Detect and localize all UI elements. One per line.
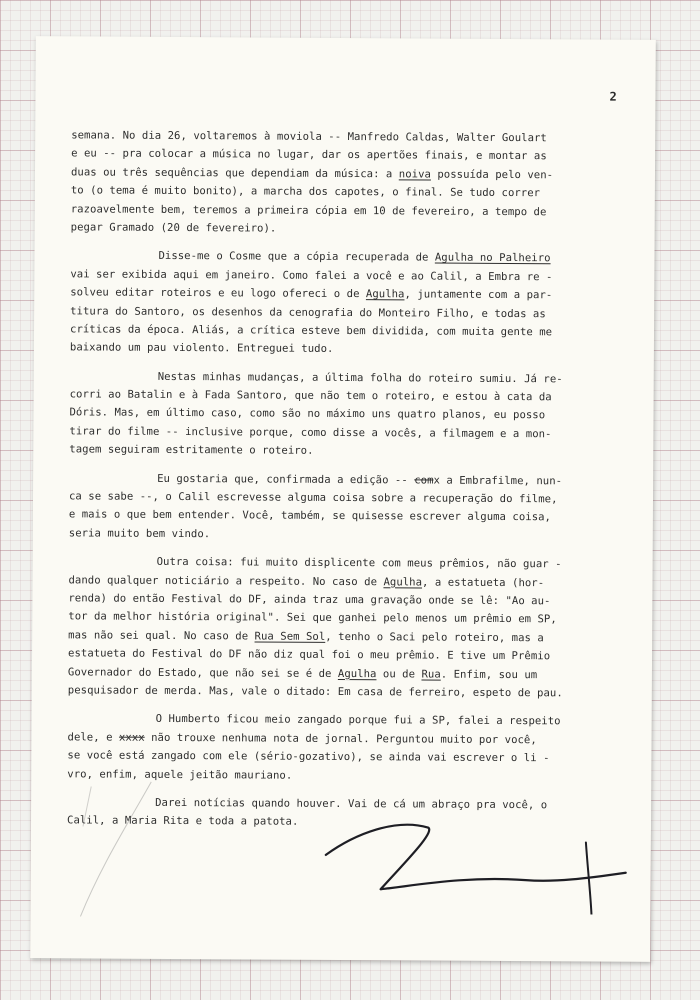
underlined-title: Rua	[421, 668, 441, 681]
text-segment: Disse-me o Cosme que a cópia recuperada de	[158, 250, 435, 264]
text-segment: não trouxe nenhuma nota de jornal. Perguntou muito por você,	[144, 731, 537, 746]
text-line: baixando um pau violento. Entreguei tudo.	[69, 341, 334, 356]
text-line: Darei notícias quando houver. Vai de cá um abraço pra você, o	[155, 796, 548, 812]
text-segment: , tenho o Saci pelo roteiro, mas a	[325, 630, 544, 644]
text-segment: , a estatueta (hor-	[422, 576, 545, 589]
text-line: Dóris. Mas, em último caso, como são no máximo uns quatro planos, eu posso	[69, 406, 546, 422]
text-line: se você está zangado com ele (sério-gozativo), se ainda vai escrever o li -	[67, 749, 550, 765]
text-line: e eu -- pra colocar a música no lugar, dar os apertões finais, e montar as	[71, 147, 547, 163]
text-segment: , juntamente com a par-	[404, 288, 553, 302]
underlined-title: Agulha no Palheiro	[434, 251, 551, 265]
pencil-stray-mark	[30, 36, 656, 962]
text-segment: dando qualquer noticiário a respeito. No caso de	[68, 573, 384, 588]
underlined-title: Agulha	[383, 575, 423, 589]
struck-out-text: com	[414, 474, 434, 487]
text-line: ca se sabe --, o Calil escrevesse alguma coisa sobre a recuperação do filme,	[68, 490, 558, 506]
text-line: vai ser exibida aqui em janeiro. Como falei a você e ao Calil, a Embra re -	[70, 268, 553, 284]
text-line: renda) do então Festival do DF, ainda traz uma gravação onde se lê: "Ao au-	[68, 592, 551, 608]
text-segment: solveu editar roteiros e eu logo ofereci o de	[70, 286, 366, 301]
text-line: pegar Gramado (20 de fevereiro).	[70, 221, 277, 235]
underlined-title: Agulha	[337, 667, 377, 680]
text-segment: duas ou três sequências que dependiam da música: a	[70, 166, 399, 181]
struck-out-text: xxxx	[118, 731, 145, 744]
text-line: corri ao Batalin e à Fada Santoro, que não tem o roteiro, e estou à cata da	[69, 388, 552, 404]
text-line: pesquisador de merda. Mas, vale o ditado: Em casa de ferreiro, espeto de pau.	[67, 684, 563, 700]
text-segment: possuída pelo ven-	[430, 168, 554, 182]
text-line: titura do Santoro, os desenhos da cenografia do Monteiro Filho, e todas as	[70, 304, 546, 320]
text-segment: x a Embrafilme, nun-	[433, 474, 563, 487]
text-segment: Governador do Estado, que não sei se é de	[67, 665, 338, 680]
text-line: Outra coisa: fui muito displicente com meus prêmios, não guar -	[156, 556, 562, 571]
text-line: razoavelmente bem, teremos a primeira cópia em 10 de fevereiro, a tempo de	[70, 202, 547, 218]
text-line: e mais o que bem entender. Você, também, se quisesse escrever alguma coisa,	[68, 508, 552, 524]
text-segment: dele, e	[67, 731, 120, 744]
page-number: 2	[609, 89, 617, 104]
text-line: O Humberto ficou meio zangado porque fui a SP, falei a respeito	[155, 713, 561, 728]
text-line: estatueta do Festival do DF não diz qual foi o meu prêmio. E tive um Prêmio	[68, 647, 551, 663]
underlined-title: Rua Sem Sol	[254, 630, 326, 643]
text-line: tirar do filme -- inclusive porque, como disse a vocês, a filmagem e a mon-	[69, 425, 552, 441]
text-line: to (o tema é muito bonito), a marcha dos capotes, o final. Se tudo correr	[70, 184, 541, 200]
text-line: críticas da época. Aliás, a crítica esteve bem dividida, com muita gente me	[69, 323, 553, 339]
underlined-title: Agulha	[365, 288, 405, 301]
text-line: seria muito bem vindo.	[68, 527, 211, 541]
text-line: Calil, a Maria Rita e toda a patota.	[66, 814, 299, 829]
text-line: semana. No dia 26, voltaremos à moviola -- Manfredo Caldas, Walter Goulart	[71, 129, 547, 145]
text-line: Nestas minhas mudanças, a última folha do roteiro sumiu. Já re-	[157, 370, 563, 386]
text-segment: . Enfim, sou um	[440, 668, 538, 681]
text-segment: mas não sei qual. No caso de	[68, 629, 255, 643]
text-line: tagem seguiram estritamente o roteiro.	[69, 443, 314, 458]
typewritten-letter-page	[30, 36, 656, 962]
underlined-title: noiva	[398, 168, 431, 181]
text-line: tor da melhor história original". Sei que ganhei pelo menos um prêmio em SP,	[68, 610, 557, 626]
text-line: vro, enfim, aquele jeitão mauriano.	[67, 767, 293, 782]
text-segment: Eu gostaria que, confirmada a edição --	[157, 472, 415, 487]
text-segment: ou de	[376, 667, 422, 681]
